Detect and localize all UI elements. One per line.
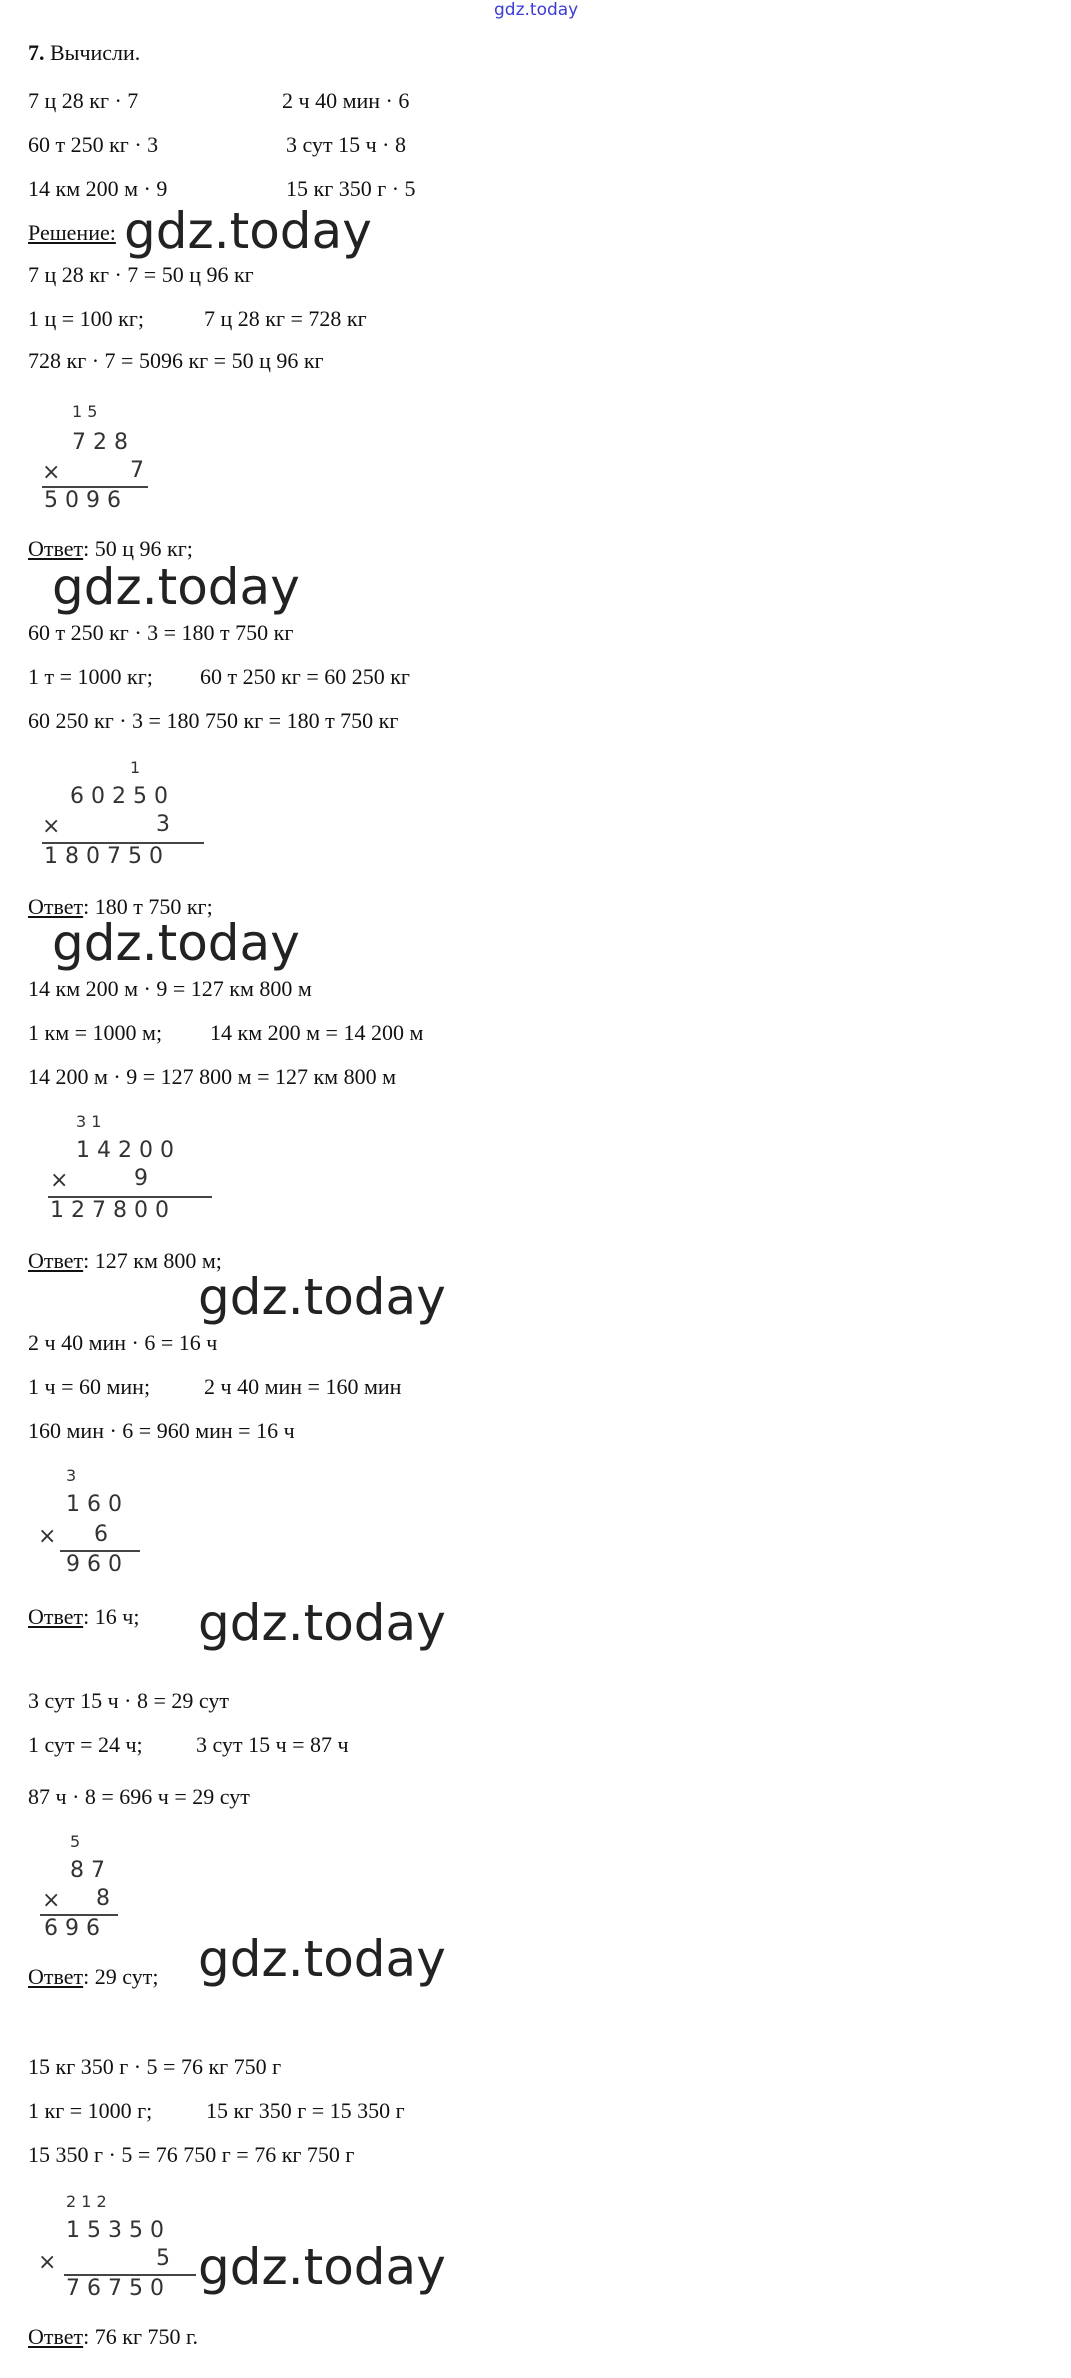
exercise-3: 60 т 250 кг · 3 <box>28 132 159 157</box>
block2-line3: 60 т 250 кг = 60 250 кг <box>200 664 410 689</box>
watermark: gdz.today <box>198 1268 446 1326</box>
block3-line4: 14 200 м · 9 = 127 800 м = 127 км 800 м <box>28 1064 397 1089</box>
block3-carry: 3 1 <box>76 1112 102 1131</box>
block1-line2: 1 ц = 100 кг; <box>28 306 145 331</box>
block2-multiplier: 3 <box>156 812 170 837</box>
answer-label: Ответ <box>28 536 84 561</box>
block2-product: 1 8 0 7 5 0 <box>44 844 163 869</box>
block3-multiplicand: 1 4 2 0 0 <box>76 1138 174 1163</box>
top-watermark: gdz.today <box>494 0 579 20</box>
exercise-4: 3 сут 15 ч · 8 <box>286 132 406 157</box>
block3-answer <box>28 1248 222 1274</box>
block4-answer <box>28 1604 139 1630</box>
block6-times: × <box>38 2250 57 2275</box>
block6-carry: 2 1 2 <box>66 2192 107 2211</box>
block5-line1: 3 сут 15 ч · 8 = 29 сут <box>28 1688 229 1713</box>
block1-times: × <box>42 460 61 485</box>
block4-product: 9 6 0 <box>66 1552 122 1577</box>
block5-answer <box>28 1964 158 1990</box>
block6-line4: 15 350 г · 5 = 76 750 г = 76 кг 750 г <box>28 2142 355 2167</box>
block6-line2: 1 кг = 1000 г; <box>28 2098 153 2123</box>
block4-answer-value: : 16 ч; <box>83 1604 140 1629</box>
block5-line4: 87 ч · 8 = 696 ч = 29 сут <box>28 1784 250 1809</box>
exercise-5: 14 км 200 м · 9 <box>28 176 168 201</box>
block4-line2: 1 ч = 60 мин; <box>28 1374 151 1399</box>
block1-line1: 7 ц 28 кг · 7 = 50 ц 96 кг <box>28 262 254 287</box>
block2-line1: 60 т 250 кг · 3 = 180 т 750 кг <box>28 620 294 645</box>
block4-multiplier: 6 <box>94 1522 108 1547</box>
block5-line2: 1 сут = 24 ч; <box>28 1732 143 1757</box>
watermark: gdz.today <box>198 1930 446 1988</box>
answer-label: Ответ <box>28 1964 84 1989</box>
answer-label: Ответ <box>28 1604 84 1629</box>
block5-answer-value: : 29 сут; <box>83 1964 159 1989</box>
block3-multiplier: 9 <box>134 1166 148 1191</box>
block3-line2: 1 км = 1000 м; <box>28 1020 163 1045</box>
block4-times: × <box>38 1524 57 1549</box>
block1-multiplicand: 7 2 8 <box>72 430 128 455</box>
block5-carry: 5 <box>70 1832 81 1851</box>
block2-times: × <box>42 814 61 839</box>
task-title: Вычисли. <box>50 40 141 65</box>
block4-line4: 160 мин · 6 = 960 мин = 16 ч <box>28 1418 295 1443</box>
watermark: gdz.today <box>198 2238 446 2296</box>
block6-answer <box>28 2324 198 2350</box>
block2-line2: 1 т = 1000 кг; <box>28 664 153 689</box>
block5-times: × <box>42 1888 61 1913</box>
answer-label: Ответ <box>28 1248 84 1273</box>
block3-times: × <box>50 1168 69 1193</box>
watermark: gdz.today <box>52 914 300 972</box>
exercise-1: 7 ц 28 кг · 7 <box>28 88 139 113</box>
block2-carry: 1 <box>130 758 141 777</box>
block3-product: 1 2 7 8 0 0 <box>50 1198 169 1223</box>
block1-answer-value: : 50 ц 96 кг; <box>83 536 193 561</box>
task-heading <box>28 40 140 66</box>
block5-multiplicand: 8 7 <box>70 1858 105 1883</box>
block1-multiplier: 7 <box>130 458 144 483</box>
block6-product: 7 6 7 5 0 <box>66 2276 164 2301</box>
block2-line4: 60 250 кг · 3 = 180 750 кг = 180 т 750 кг <box>28 708 399 733</box>
solution-label: Решение: <box>28 220 116 245</box>
watermark: gdz.today <box>52 558 300 616</box>
block5-multiplier: 8 <box>96 1886 110 1911</box>
answer-label: Ответ <box>28 2324 84 2349</box>
block6-line1: 15 кг 350 г · 5 = 76 кг 750 г <box>28 2054 282 2079</box>
block6-answer-value: : 76 кг 750 г. <box>83 2324 199 2349</box>
block1-product: 5 0 9 6 <box>44 488 121 513</box>
block1-carry: 1 5 <box>72 402 98 421</box>
block3-line3: 14 км 200 м = 14 200 м <box>210 1020 424 1045</box>
block1-line3: 7 ц 28 кг = 728 кг <box>204 306 367 331</box>
watermark: gdz.today <box>124 202 372 260</box>
block4-line1: 2 ч 40 мин · 6 = 16 ч <box>28 1330 218 1355</box>
answer-label: Ответ <box>28 894 84 919</box>
block4-line3: 2 ч 40 мин = 160 мин <box>204 1374 402 1399</box>
block5-line3: 3 сут 15 ч = 87 ч <box>196 1732 349 1757</box>
block4-carry: 3 <box>66 1466 77 1485</box>
block5-product: 6 9 6 <box>44 1916 100 1941</box>
block6-line3: 15 кг 350 г = 15 350 г <box>206 2098 405 2123</box>
block6-multiplier: 5 <box>156 2246 170 2271</box>
task-number: 7. <box>28 40 45 65</box>
exercise-6: 15 кг 350 г · 5 <box>286 176 416 201</box>
block3-answer-value: : 127 км 800 м; <box>83 1248 222 1273</box>
block4-multiplicand: 1 6 0 <box>66 1492 122 1517</box>
watermark: gdz.today <box>198 1594 446 1652</box>
block6-multiplicand: 1 5 3 5 0 <box>66 2218 164 2243</box>
block2-answer-value: : 180 т 750 кг; <box>83 894 213 919</box>
block2-multiplicand: 6 0 2 5 0 <box>70 784 168 809</box>
block1-line4: 728 кг · 7 = 5096 кг = 50 ц 96 кг <box>28 348 324 373</box>
block3-line1: 14 км 200 м · 9 = 127 км 800 м <box>28 976 312 1001</box>
exercise-2: 2 ч 40 мин · 6 <box>282 88 410 113</box>
